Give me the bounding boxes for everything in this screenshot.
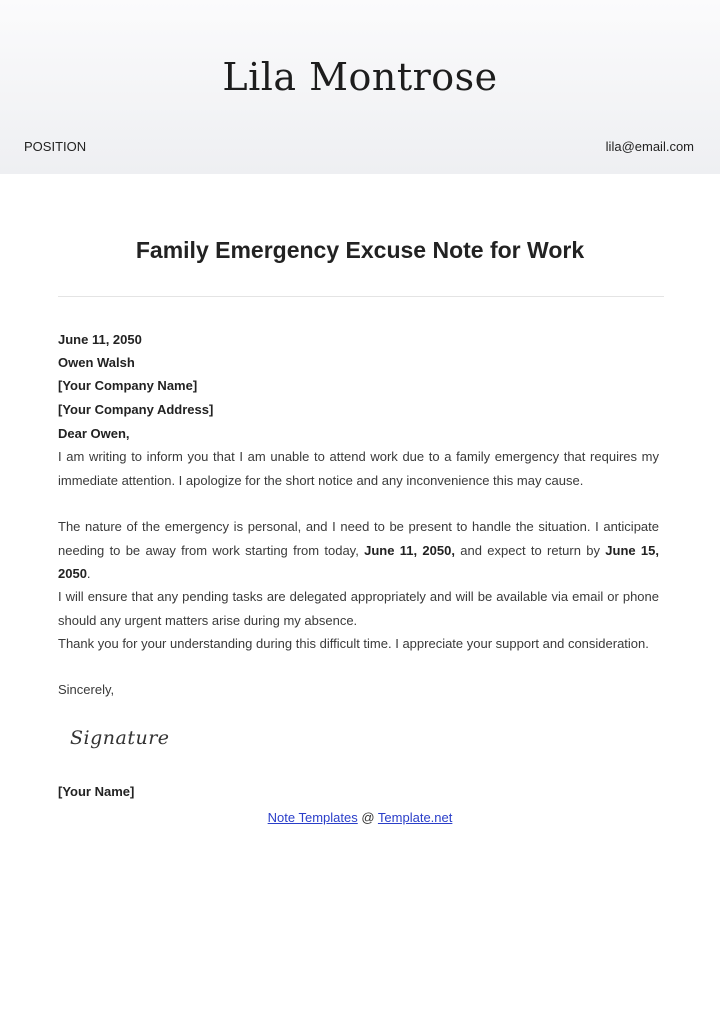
recipient-name: Owen Walsh: [58, 355, 135, 370]
footer: [0, 810, 720, 825]
divider: [58, 296, 664, 297]
email-text: lila@email.com: [605, 139, 694, 154]
body-paragraph-3: I will ensure that any pending tasks are delegated appropriately and will be available via email or phone should any urgent matters arise during my absence.: [58, 589, 659, 628]
footer-separator: @: [357, 810, 378, 825]
paragraph-2-text-2: and expect to return by: [454, 542, 606, 558]
signature: Signature: [70, 727, 170, 749]
letter-date: June 11, 2050: [58, 332, 142, 347]
page-title: Family Emergency Excuse Note for Work: [135, 237, 585, 263]
salutation: Dear Owen,: [58, 426, 130, 441]
company-address: [Your Company Address]: [58, 402, 214, 417]
position-label: POSITION: [24, 139, 87, 154]
letterhead: [0, 0, 720, 174]
body-paragraph-1: I am writing to inform you that I am unable to attend work due to a family emergency that requires my immediate attention. I apologize for the short notice and any inconvenience this may cause.: [58, 449, 659, 488]
company-name: [Your Company Name]: [58, 378, 198, 393]
start-date: June 11, 2050,: [364, 542, 455, 558]
paragraph-2-end: .: [86, 566, 91, 581]
body-paragraph-4: Thank you for your understanding during this difficult time. I appreciate your support and consideration.: [58, 636, 649, 651]
your-name: [Your Name]: [58, 784, 135, 799]
closing: Sincerely,: [58, 682, 115, 697]
paragraph-2-text: The nature of the emergency is personal, and I need to be present to handle the situation. I anticipate needing to be away from work starting from today,: [58, 519, 659, 558]
body-paragraph-2: [58, 515, 659, 586]
sender-name-heading: Lila Montrose: [222, 55, 498, 99]
return-date: June 15, 2050: [58, 542, 660, 581]
note-templates-link[interactable]: Note Templates: [267, 810, 358, 825]
template-net-link[interactable]: Template.net: [377, 810, 453, 825]
